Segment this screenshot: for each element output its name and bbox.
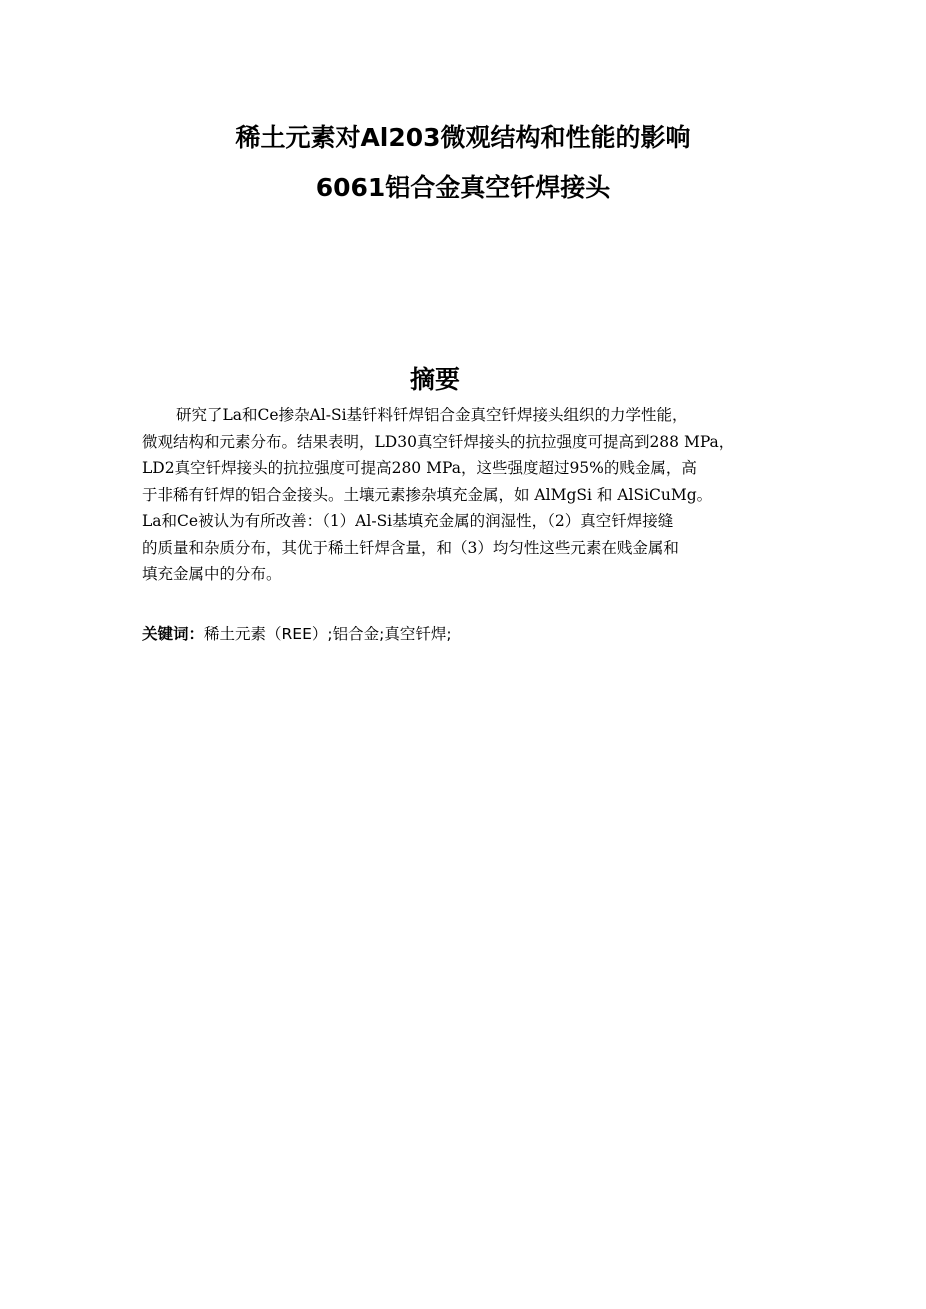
abstract-body [142, 402, 802, 588]
document-title-line-1: 稀土元素对Al203微观结构和性能的影响 [235, 123, 691, 152]
document-title-line-2: 6061铝合金真空钎焊接头 [315, 173, 611, 202]
keywords-label: 关键词： [142, 625, 205, 643]
abstract-heading: 摘要 [409, 365, 460, 394]
abstract-line: 填充金属中的分布。 [142, 565, 282, 583]
abstract-line: 于非稀有钎焊的铝合金接头。土壤元素掺杂填充金属，如 AlMgSi 和 AlSiCuMg。 [142, 485, 713, 504]
keywords-value: 稀土元素（REE）;铝合金;真空钎焊; [204, 625, 452, 643]
abstract-line: 研究了La和Ce掺杂Al-Si基钎料钎焊铝合金真空钎焊接头组织的力学性能， [176, 406, 688, 424]
keywords [142, 622, 452, 646]
abstract-line: LD2真空钎焊接头的抗拉强度可提高280 MPa，这些强度超过95%的贱金属，高 [142, 459, 697, 477]
abstract-line: 微观结构和元素分布。结果表明，LD30真空钎焊接头的抗拉强度可提高到288 MPa， [142, 432, 735, 451]
abstract-line: La和Ce被认为有所改善：（1）Al-Si基填充金属的润湿性，（2）真空钎焊接缝 [142, 512, 674, 530]
abstract-line: 的质量和杂质分布，其优于稀土钎焊含量，和（3）均匀性这些元素在贱金属和 [142, 538, 679, 557]
